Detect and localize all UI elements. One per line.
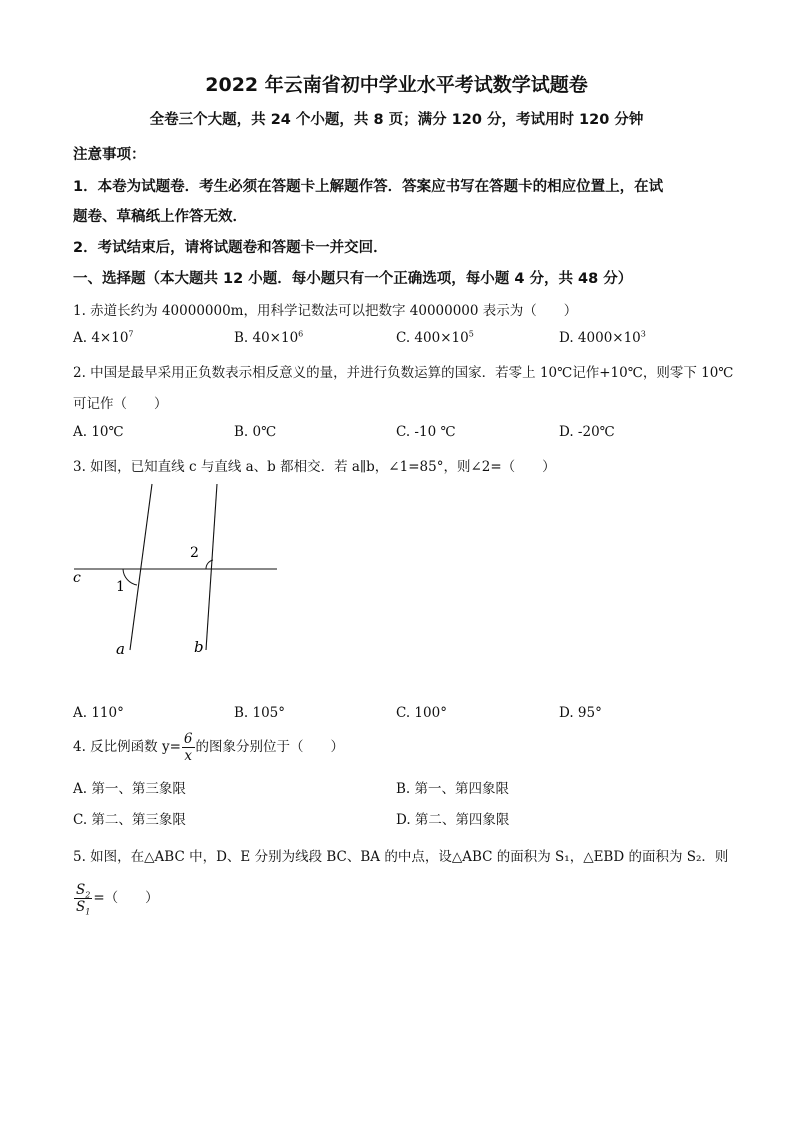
question-4-option-a: A. 第一、第三象限 — [73, 781, 186, 797]
question-4-fraction — [182, 731, 195, 764]
question-4-text — [73, 729, 344, 765]
question-5-suffix: =（ ） — [93, 890, 159, 906]
question-3-option-d: D. 95° — [559, 705, 602, 721]
question-1-option-b: B. $40\times 10^6$ — [234, 329, 304, 346]
question-2-option-a: A. 10℃ — [73, 424, 124, 440]
question-2-line-2: 可记作（ ） — [73, 396, 168, 412]
question-2-line-1: 2. 中国是最早采用正负数表示相反意义的量，并进行负数运算的国家．若零上 10℃记作+10℃，则零下 10℃ — [73, 365, 734, 381]
question-2-option-d: D. -20℃ — [559, 424, 615, 440]
fraction-numerator: $S_2$ — [76, 882, 91, 900]
question-4-option-d: D. 第二、第四象限 — [396, 812, 510, 828]
question-2-option-c: C. -10 ℃ — [396, 424, 456, 440]
paper-subtitle: 全卷三个大题，共 24 个小题，共 8 页；满分 120 分，考试用时 120 分钟 — [149, 112, 644, 128]
question-2-option-b: B. 0℃ — [234, 424, 277, 440]
label-b: b — [194, 638, 204, 656]
notes-item-2: 2．考试结束后，请将试题卷和答题卡一并交回． — [73, 240, 388, 256]
question-3-option-a: A. 110° — [73, 705, 124, 721]
question-4-prefix: 4. 反比例函数 y= — [73, 739, 181, 755]
label-2: 2 — [190, 545, 199, 561]
notes-item-1-line-2: 题卷、草稿纸上作答无效． — [73, 209, 247, 225]
notes-heading: 注意事项： — [73, 147, 146, 163]
question-3-figure — [66, 478, 286, 668]
question-1-text: 1. 赤道长约为 40000000m，用科学记数法可以把数字 40000000 表示为（ ） — [73, 303, 578, 319]
angle-1-arc — [123, 569, 137, 585]
section-1-heading: 一、选择题（本大题共 12 小题．每小题只有一个正确选项，每小题 4 分，共 48 分） — [73, 271, 633, 287]
fraction-numerator: 6 — [183, 731, 193, 747]
question-5-line-2 — [73, 880, 159, 916]
question-1-option-d: D. $4000\times 10^3$ — [559, 329, 646, 346]
question-4-option-b: B. 第一、第四象限 — [396, 781, 510, 797]
fraction-denominator: x — [184, 748, 193, 764]
label-a: a — [116, 640, 125, 658]
question-1-option-c: C. $400\times 10^5$ — [396, 329, 474, 346]
question-3-option-b: B. 105° — [234, 705, 286, 721]
fraction-denominator: $S_1$ — [76, 899, 91, 917]
question-3-option-c: C. 100° — [396, 705, 447, 721]
notes-item-1-line-1: 1．本卷为试题卷．考生必须在答题卡上解题作答．答案应书写在答题卡的相应位置上，在试 — [73, 179, 664, 195]
question-3-text: 3. 如图，已知直线 c 与直线 a、b 都相交．若 a∥b，∠1=85°，则∠2=（ ） — [73, 459, 556, 475]
line-a — [130, 484, 152, 650]
label-c: c — [73, 570, 81, 586]
question-5-line-1: 5. 如图，在△ABC 中，D、E 分别为线段 BC、BA 的中点，设△ABC 的面积为 S₁，△EBD 的面积为 S₂．则 — [73, 849, 729, 865]
question-1-option-a: A. $4\times 10^7$ — [73, 329, 134, 346]
paper-title: 2022 年云南省初中学业水平考试数学试题卷 — [205, 74, 588, 96]
question-5-fraction — [74, 882, 92, 915]
label-1: 1 — [116, 579, 125, 595]
question-4-option-c: C. 第二、第三象限 — [73, 812, 186, 828]
question-4-suffix: 的图象分别位于（ ） — [195, 739, 344, 755]
line-b — [206, 484, 217, 650]
